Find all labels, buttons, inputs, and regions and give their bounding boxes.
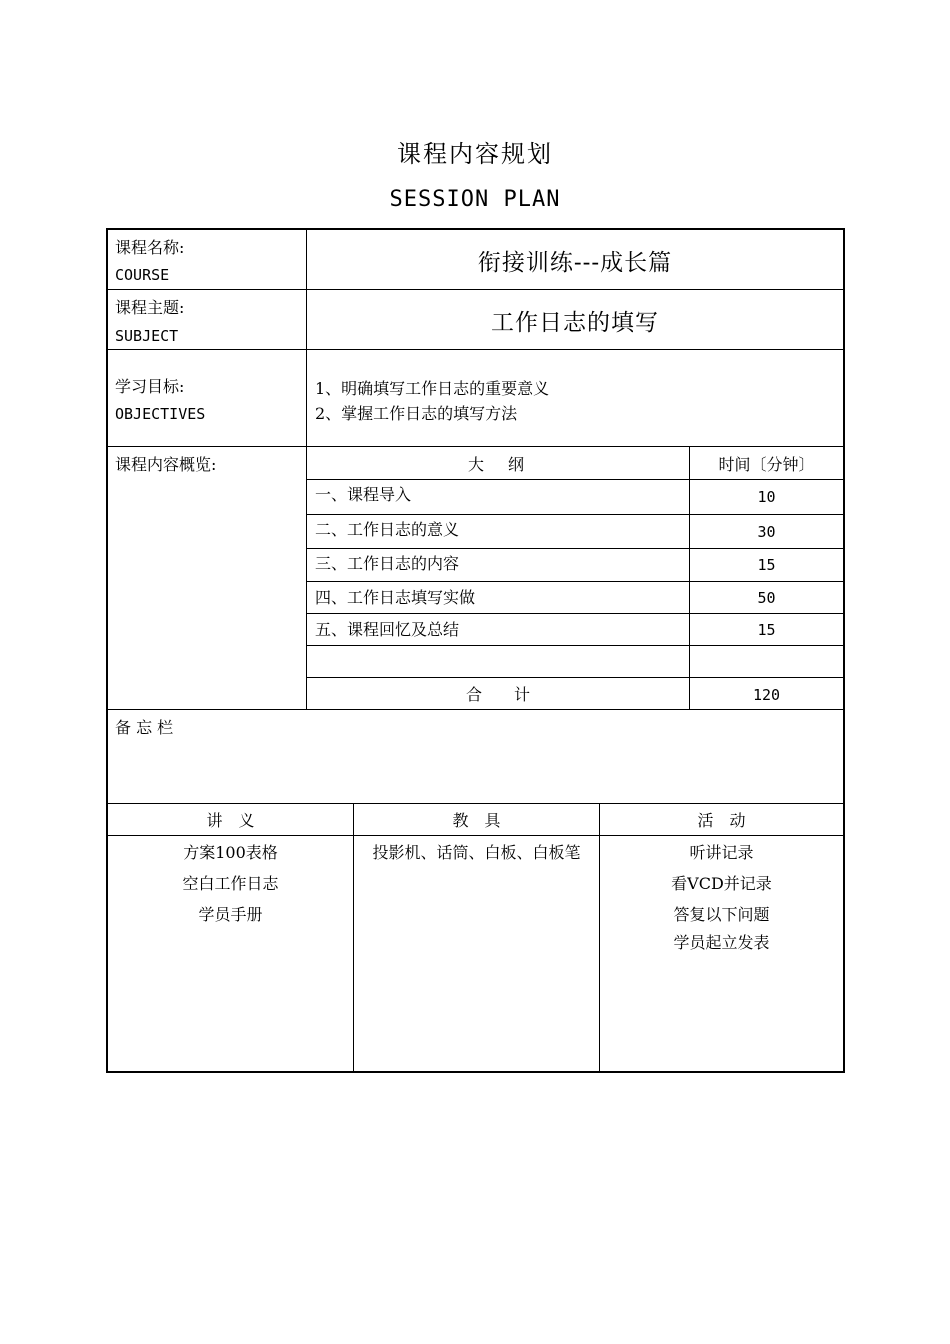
row-divider — [108, 349, 843, 350]
activities-header: 活 动 — [697, 811, 746, 830]
handout-item: 学员手册 — [198, 905, 263, 924]
objective-item: 2、掌握工作日志的填写方法 — [315, 404, 518, 423]
activity-item: 听讲记录 — [689, 843, 754, 862]
session-plan-table — [106, 228, 845, 1073]
objectives-label: 学习目标: — [115, 377, 185, 396]
activity-item: 看VCD并记录 — [671, 874, 772, 893]
course-label-en: COURSE — [115, 266, 170, 284]
page-title: 课程内容规划 — [397, 140, 553, 168]
row-divider — [108, 446, 843, 447]
row-divider — [306, 645, 843, 646]
outline-time: 30 — [757, 523, 776, 541]
memo-label: 备 忘 栏 — [115, 718, 174, 737]
outline-time: 10 — [757, 488, 776, 506]
total-value: 120 — [752, 686, 781, 704]
row-divider — [306, 677, 843, 678]
handouts-header: 讲 义 — [206, 811, 255, 830]
row-divider — [306, 514, 843, 515]
outline-item: 三、工作日志的内容 — [315, 554, 460, 573]
tool-item: 投影机、话筒、白板、白板笔 — [372, 843, 581, 862]
subject-name: 工作日志的填写 — [491, 310, 659, 336]
outline-time: 15 — [757, 621, 776, 639]
row-divider — [108, 289, 843, 290]
activity-item: 学员起立发表 — [673, 933, 770, 952]
tools-header: 教 具 — [452, 811, 501, 830]
row-divider — [306, 548, 843, 549]
row-divider — [108, 709, 843, 710]
row-divider — [108, 803, 843, 804]
handout-item: 空白工作日志 — [182, 874, 279, 893]
outline-item: 一、课程导入 — [315, 485, 412, 504]
outline-time: 15 — [757, 556, 776, 574]
subject-label: 课程主题: — [115, 298, 185, 317]
handout-item: 方案100表格 — [183, 843, 278, 862]
outline-header: 大 纲 — [467, 455, 528, 474]
objectives-label-en: OBJECTIVES — [115, 405, 206, 423]
course-name: 衔接训练---成长篇 — [477, 250, 673, 276]
activity-item: 答复以下问题 — [673, 905, 770, 924]
row-divider — [306, 581, 843, 582]
total-label: 合 计 — [465, 685, 530, 704]
row-divider — [108, 835, 843, 836]
column-divider — [689, 446, 690, 709]
outline-item: 四、工作日志填写实做 — [315, 588, 476, 607]
course-label: 课程名称: — [115, 238, 185, 257]
time-header: 时间〔分钟〕 — [718, 455, 815, 474]
row-divider — [306, 479, 843, 480]
row-divider — [306, 613, 843, 614]
subject-label-en: SUBJECT — [115, 327, 179, 345]
outline-item: 五、课程回忆及总结 — [315, 620, 460, 639]
page-subtitle: SESSION PLAN — [389, 187, 561, 212]
outline-time: 50 — [757, 589, 776, 607]
overview-label: 课程内容概览: — [115, 455, 217, 474]
objective-item: 1、明确填写工作日志的重要意义 — [315, 379, 550, 398]
outline-item: 二、工作日志的意义 — [315, 520, 460, 539]
